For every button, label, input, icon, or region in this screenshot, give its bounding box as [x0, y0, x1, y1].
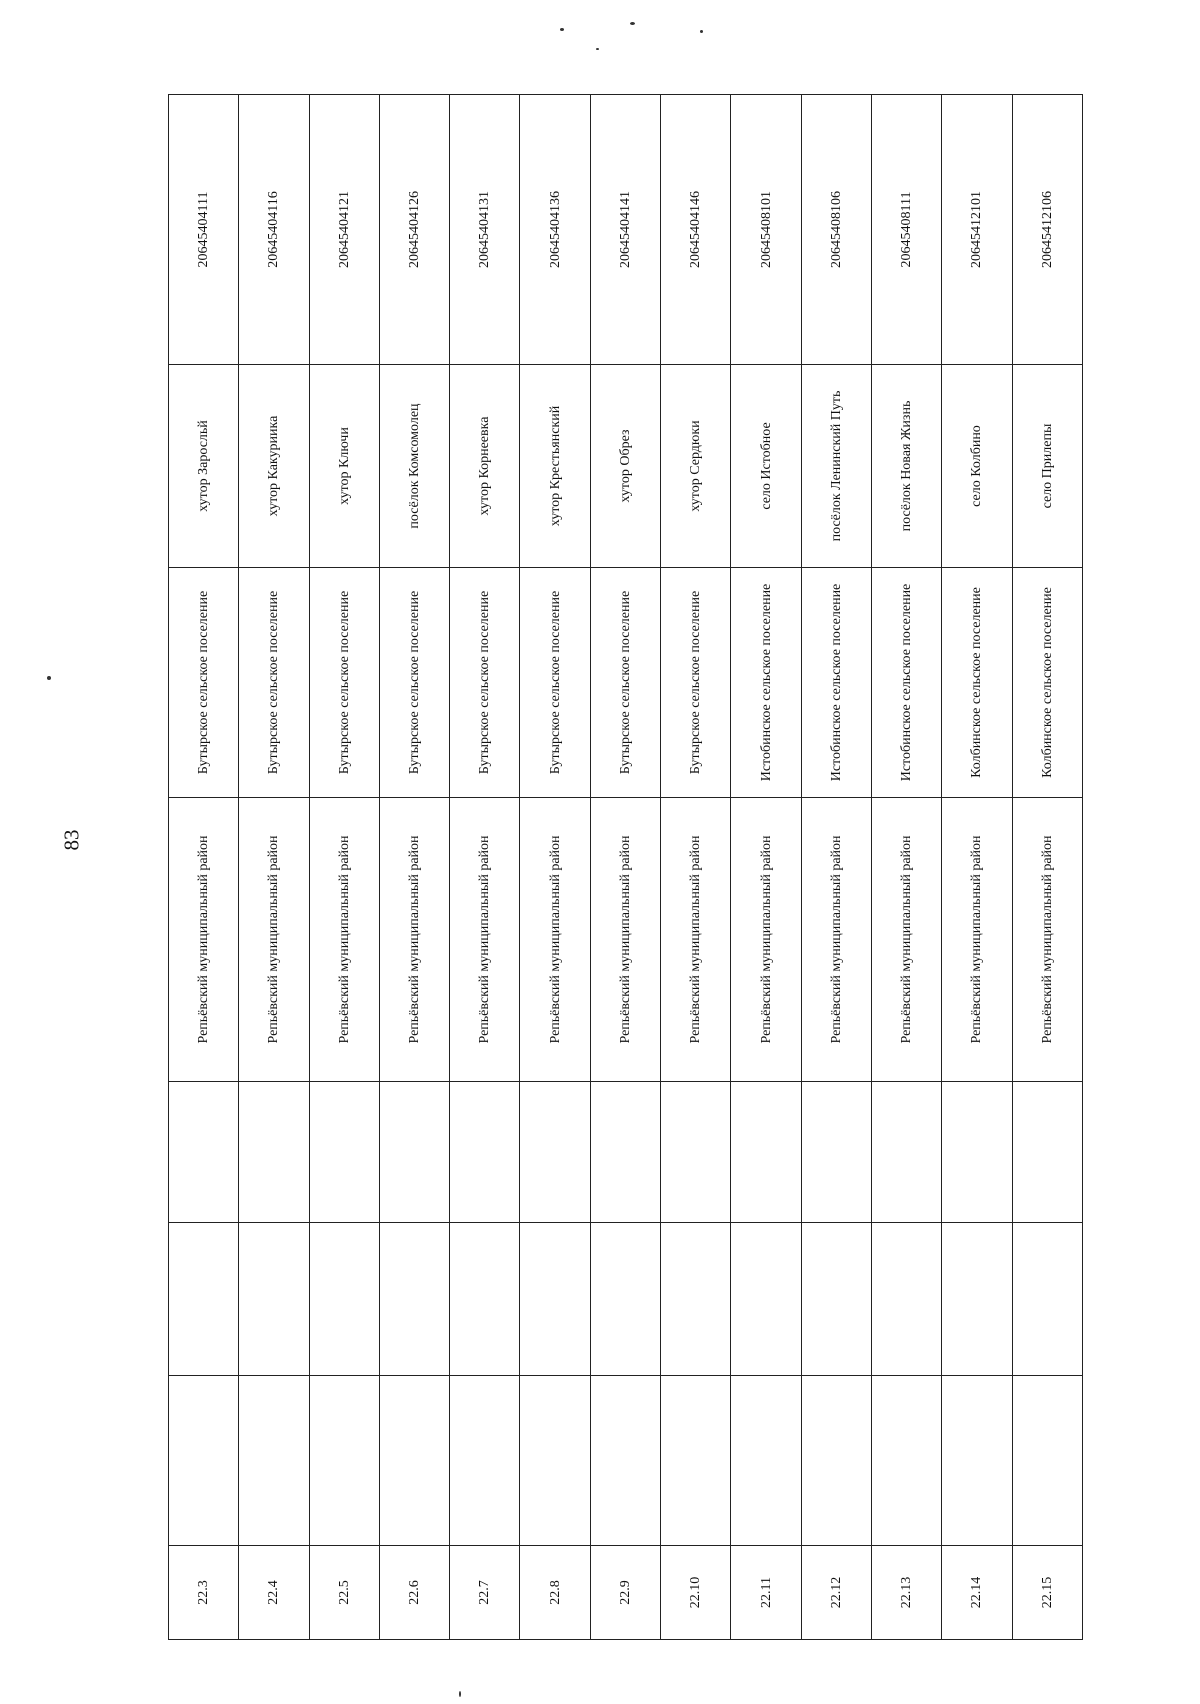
district-cell: Репьёвский муниципальный район [871, 798, 941, 1082]
table-row [871, 95, 941, 1640]
place-cell: посёлок Новая Жизнь [871, 365, 941, 568]
empty-cell [590, 1376, 660, 1546]
district-cell: Репьёвский муниципальный район [239, 798, 309, 1082]
empty-cell [520, 1376, 590, 1546]
empty-cell [169, 1082, 239, 1223]
row-number-cell: 22.9 [590, 1546, 660, 1640]
empty-cell [169, 1223, 239, 1376]
settlements-table [168, 94, 1083, 1640]
row-number-cell: 22.7 [450, 1546, 520, 1640]
empty-cell [871, 1082, 941, 1223]
empty-cell [661, 1376, 731, 1546]
table-container [168, 95, 1082, 1640]
row-number-cell: 22.12 [801, 1546, 871, 1640]
place-cell: село Прилепы [1012, 365, 1082, 568]
settlement-cell: Бутырское сельское поселение [450, 568, 520, 798]
code-cell: 20645404116 [239, 95, 309, 365]
empty-cell [309, 1082, 379, 1223]
row-number-cell: 22.10 [661, 1546, 731, 1640]
empty-cell [379, 1376, 449, 1546]
empty-cell [942, 1223, 1012, 1376]
place-cell: хутор Ключи [309, 365, 379, 568]
settlement-cell: Колбинское сельское поселение [1012, 568, 1082, 798]
empty-cell [450, 1082, 520, 1223]
empty-cell [379, 1223, 449, 1376]
place-cell: посёлок Комсомолец [379, 365, 449, 568]
table-row [1012, 95, 1082, 1640]
table-row [731, 95, 801, 1640]
scan-speck [459, 1691, 461, 1697]
empty-cell [450, 1376, 520, 1546]
empty-cell [450, 1223, 520, 1376]
scan-speck [596, 48, 599, 50]
district-cell: Репьёвский муниципальный район [590, 798, 660, 1082]
place-cell: посёлок Ленинский Путь [801, 365, 871, 568]
code-cell: 20645412106 [1012, 95, 1082, 365]
empty-cell [942, 1376, 1012, 1546]
empty-cell [661, 1223, 731, 1376]
settlement-cell: Истобинское сельское поселение [871, 568, 941, 798]
empty-cell [801, 1376, 871, 1546]
district-cell: Репьёвский муниципальный район [520, 798, 590, 1082]
district-cell: Репьёвский муниципальный район [309, 798, 379, 1082]
code-cell: 20645408101 [731, 95, 801, 365]
empty-cell [169, 1376, 239, 1546]
empty-cell [1012, 1082, 1082, 1223]
empty-cell [1012, 1376, 1082, 1546]
place-cell: хутор Обрез [590, 365, 660, 568]
row-number-cell: 22.15 [1012, 1546, 1082, 1640]
empty-cell [309, 1223, 379, 1376]
district-cell: Репьёвский муниципальный район [450, 798, 520, 1082]
place-cell: хутор Корнеевка [450, 365, 520, 568]
table-row [590, 95, 660, 1640]
row-number-cell: 22.11 [731, 1546, 801, 1640]
code-cell: 20645404126 [379, 95, 449, 365]
code-cell: 20645408111 [871, 95, 941, 365]
empty-cell [1012, 1223, 1082, 1376]
district-cell: Репьёвский муниципальный район [379, 798, 449, 1082]
empty-cell [239, 1082, 309, 1223]
scan-speck [630, 22, 635, 25]
empty-cell [309, 1376, 379, 1546]
scan-speck [560, 28, 564, 31]
row-number-cell: 22.4 [239, 1546, 309, 1640]
code-cell: 20645404121 [309, 95, 379, 365]
empty-cell [590, 1082, 660, 1223]
settlement-cell: Колбинское сельское поселение [942, 568, 1012, 798]
code-cell: 20645408106 [801, 95, 871, 365]
place-cell: хутор Крестьянский [520, 365, 590, 568]
code-cell: 20645404146 [661, 95, 731, 365]
empty-cell [520, 1082, 590, 1223]
settlement-cell: Бутырское сельское поселение [520, 568, 590, 798]
scan-speck [700, 30, 703, 33]
empty-cell [661, 1082, 731, 1223]
district-cell: Репьёвский муниципальный район [661, 798, 731, 1082]
row-number-cell: 22.6 [379, 1546, 449, 1640]
table-row [520, 95, 590, 1640]
code-cell: 20645404131 [450, 95, 520, 365]
table-row [450, 95, 520, 1640]
settlement-cell: Истобинское сельское поселение [731, 568, 801, 798]
place-cell: хутор Какуриика [239, 365, 309, 568]
empty-cell [942, 1082, 1012, 1223]
row-number-cell: 22.14 [942, 1546, 1012, 1640]
district-cell: Репьёвский муниципальный район [942, 798, 1012, 1082]
table-row [661, 95, 731, 1640]
settlement-cell: Истобинское сельское поселение [801, 568, 871, 798]
settlement-cell: Бутырское сельское поселение [661, 568, 731, 798]
code-cell: 20645412101 [942, 95, 1012, 365]
empty-cell [801, 1223, 871, 1376]
code-cell: 20645404136 [520, 95, 590, 365]
settlement-cell: Бутырское сельское поселение [169, 568, 239, 798]
district-cell: Репьёвский муниципальный район [801, 798, 871, 1082]
table-body [169, 95, 1083, 1640]
row-number-cell: 22.8 [520, 1546, 590, 1640]
code-cell: 20645404141 [590, 95, 660, 365]
settlement-cell: Бутырское сельское поселение [309, 568, 379, 798]
settlement-cell: Бутырское сельское поселение [239, 568, 309, 798]
place-cell: хутор Заросльй [169, 365, 239, 568]
code-cell: 20645404111 [169, 95, 239, 365]
table-row [239, 95, 309, 1640]
empty-cell [239, 1223, 309, 1376]
row-number-cell: 22.5 [309, 1546, 379, 1640]
row-number-cell: 22.3 [169, 1546, 239, 1640]
settlement-cell: Бутырское сельское поселение [590, 568, 660, 798]
table-row [379, 95, 449, 1640]
table-row [942, 95, 1012, 1640]
empty-cell [239, 1376, 309, 1546]
empty-cell [801, 1082, 871, 1223]
district-cell: Репьёвский муниципальный район [731, 798, 801, 1082]
empty-cell [731, 1082, 801, 1223]
table-row [309, 95, 379, 1640]
table-row [801, 95, 871, 1640]
place-cell: хутор Сердюки [661, 365, 731, 568]
district-cell: Репьёвский муниципальный район [1012, 798, 1082, 1082]
empty-cell [871, 1376, 941, 1546]
empty-cell [871, 1223, 941, 1376]
place-cell: село Колбино [942, 365, 1012, 568]
row-number-cell: 22.13 [871, 1546, 941, 1640]
empty-cell [731, 1376, 801, 1546]
settlement-cell: Бутырское сельское поселение [379, 568, 449, 798]
empty-cell [590, 1223, 660, 1376]
empty-cell [379, 1082, 449, 1223]
place-cell: село Истобное [731, 365, 801, 568]
district-cell: Репьёвский муниципальный район [169, 798, 239, 1082]
empty-cell [520, 1223, 590, 1376]
scan-speck [47, 676, 51, 680]
empty-cell [731, 1223, 801, 1376]
table-row [169, 95, 239, 1640]
page-number: 83 [59, 829, 84, 851]
